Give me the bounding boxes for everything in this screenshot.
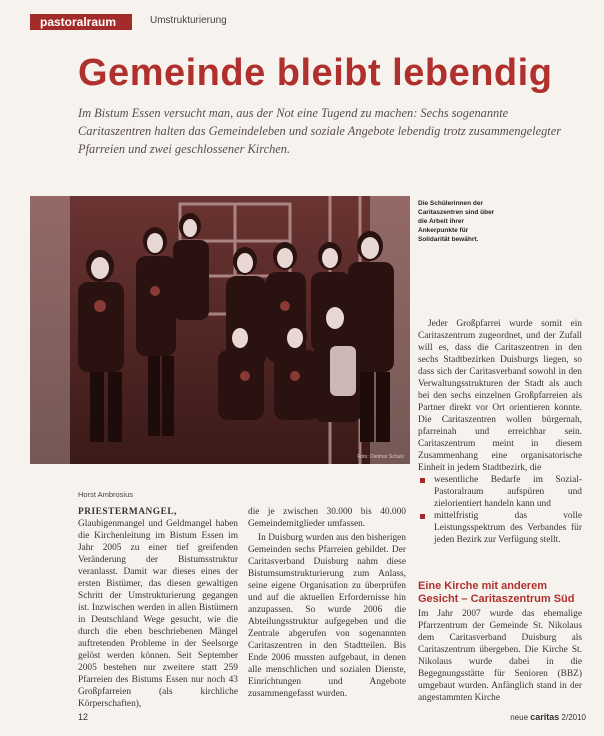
article-photo: [30, 196, 410, 464]
text-column-4: [418, 608, 582, 704]
list-item: wesentliche Bedarfe im Sozial-Pastoralraum aufspüren und zielorientiert handeln kann und: [418, 474, 582, 510]
article-author: Horst Ambrosius: [78, 490, 134, 499]
column-2-paragraph-2: In Duisburg wurden aus den bisherigen Gemeinden sechs Pfarreien gebildet. Der Caritasverband Duisburg nahm diese Bistumsumstrukturierung zum Anlass, seine eigene Organisation zu überprüfen und auf die aktuellen Erfordernisse hin anzupassen. So wurde 2006 die Abteilungsstruktur aufgegeben und die Zentrale abgerufen von sogenannten Caritaszentren in den Stadtteilen. Bis Ende 2006 mussten aufgebaut, in denen alle menschlichen und sozialen Dienste, Einrichtungen und Angebote zusammengefasst wurden.: [248, 533, 406, 699]
column-4-paragraph: Im Jahr 2007 wurde das ehemalige Pfarrzentrum der Gemeinde St. Nikolaus dem Caritasverband Duisburg als Caritaszentrum übergeben. Die Kirche St. Nikolaus wurde dabei in die Begegnungsstätte für Senioren (BBZ) umgebaut wurden. Anfänglich stand in der angestammten Kirche: [418, 609, 582, 703]
page-number: 12: [78, 712, 89, 722]
section-subtitle: Umstrukturierung: [150, 15, 227, 26]
bullet-list: [418, 474, 582, 546]
column-2-paragraph-1: die je zwischen 30.000 bis 40.000 Gemeindemitglieder umfassen.: [248, 507, 406, 529]
text-column-1: [78, 506, 238, 710]
photo-credit: Foto: Dietmar Schulz: [357, 454, 404, 460]
section-rubric: pastoralraum: [30, 14, 132, 30]
publication-issue: 2/2010: [561, 713, 586, 722]
column-1-paragraph: [78, 506, 238, 710]
column-1-text: Glaubigenmangel und Geldmangel haben die Kirchenleitung im Bistum Essen im Jahr 2005 zu einer tief greifenden Veränderung der Bistumsstruktur veranlasst. Damit war dieses eines der ersten Bistümer, das diesen gewaltigen Schritt der Umstrukturierung gegangen ist. Inzwischen werden in allen Bistümern in Deutschland Wege gesucht, wie die durch die eben beschriebenen Mängel auftretenden Probleme in der Seelsorge gelöst werden können. Seit September 2005 bestehen nur zweitere statt 259 Pfarreien des Bistums Essen nur noch 43 Großpfarreien (als kirchliche Körperschaften),: [78, 519, 238, 709]
list-item: mittelfristig das volle Leistungsspektrum des Verbandes für jeden Bezirk zur Verfügung stellt.: [418, 510, 582, 546]
section-subheading: Eine Kirche mit anderem Gesicht – Caritaszentrum Süd: [418, 580, 575, 605]
publication-title: caritas: [530, 712, 560, 722]
group-photo-illustration: [30, 196, 410, 464]
article-headline: Gemeinde bleibt lebendig: [78, 52, 553, 94]
publication-name: [510, 712, 586, 722]
photo-caption: Die Schülerinnen der Caritaszentren sind über die Arbeit ihrer Ankerpunkte für Solidarität bewährt.: [418, 200, 495, 243]
article-lead: Im Bistum Essen versucht man, aus der Not eine Tugend zu machen: Sechs sogenannte Caritaszentren halten das Gemeindeleben und soziale Angebote lebendig trotz zusammengelegter Pfarreien und zwei geschlossener Kirchen.: [78, 106, 562, 156]
paragraph-kicker: PRIESTERMANGEL,: [78, 507, 177, 517]
column-3-paragraph: Jeder Großpfarrei wurde somit ein Caritaszentrum zugeordnet, und der Zufall will es, dass die Caritaszentren in den sechs Stadtbezirken Duisburgs liegen, so dass sich der Caritasverband sowohl in den Verwaltungsstrukturen der Stadt als auch bei den sechs einzelnen Großpfarreien als Partner direkt vor Ort orientieren konnte. Die Caritaszentren wollen bürgernah, pfarreinah und erreichbar sein. Caritaszentrum meint in diesem Zusammenhang eine organisatorische Einheit in jedem Stadtbezirk, die: [418, 319, 582, 473]
publication-prefix: neue: [510, 713, 529, 722]
text-column-2: [248, 506, 406, 700]
text-column-3: [418, 318, 582, 546]
